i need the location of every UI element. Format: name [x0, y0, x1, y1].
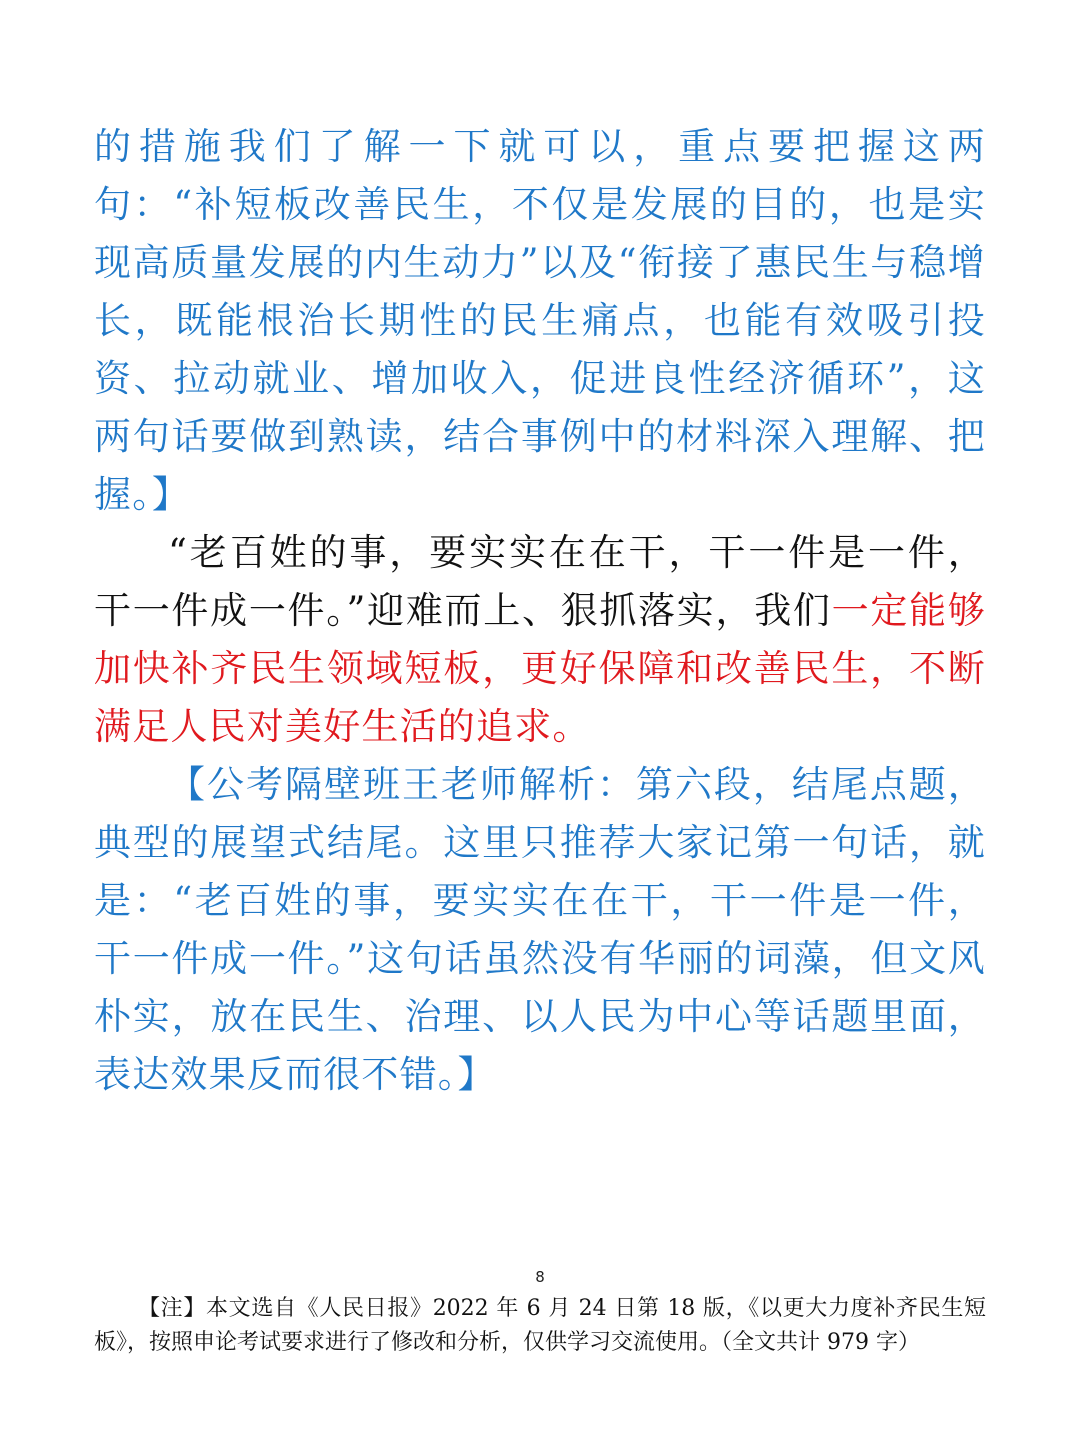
closing-paragraph-plain-text: “老百姓的事，要实实在在干，干一件是一件，干一件成一件。”迎难而上、狠抓落实，我们	[94, 531, 986, 632]
document-body	[94, 118, 986, 1104]
closing-paragraph-highlight-text: 一定能够加快补齐民生领域短板，更好保障和改善民生，不断满足人民对美好生活的追求。	[94, 589, 986, 748]
source-footnote: 【注】本文选自《人民日报》2022 年 6 月 24 日第 18 版，《以更大力度补齐民生短板》，按照申论考试要求进行了修改和分析，仅供学习交流使用。（全文共计 979 字）	[94, 1296, 986, 1355]
closing-paragraph	[94, 524, 986, 756]
analysis-paragraph-continued: 的措施我们了解一下就可以，重点要把握这两句：“补短板改善民生，不仅是发展的目的，也是实现高质量发展的内生动力”以及“衔接了惠民生与稳增长，既能根治长期性的民生痛点，也能有效吸引投资、拉动就业、增加收入，促进良性经济循环”，这两句话要做到熟读，结合事例中的材料深入理解、把握。】	[94, 125, 986, 516]
final-analysis-paragraph: 【公考隔壁班王老师解析：第六段，结尾点题，典型的展望式结尾。这里只推荐大家记第一句话，就是：“老百姓的事，要实实在在干，干一件是一件，干一件成一件。”这句话虽然没有华丽的词藻，但文风朴实，放在民生、治理、以人民为中心等话题里面，表达效果反而很不错。】	[94, 763, 986, 1096]
page-number: 8	[535, 1268, 545, 1286]
